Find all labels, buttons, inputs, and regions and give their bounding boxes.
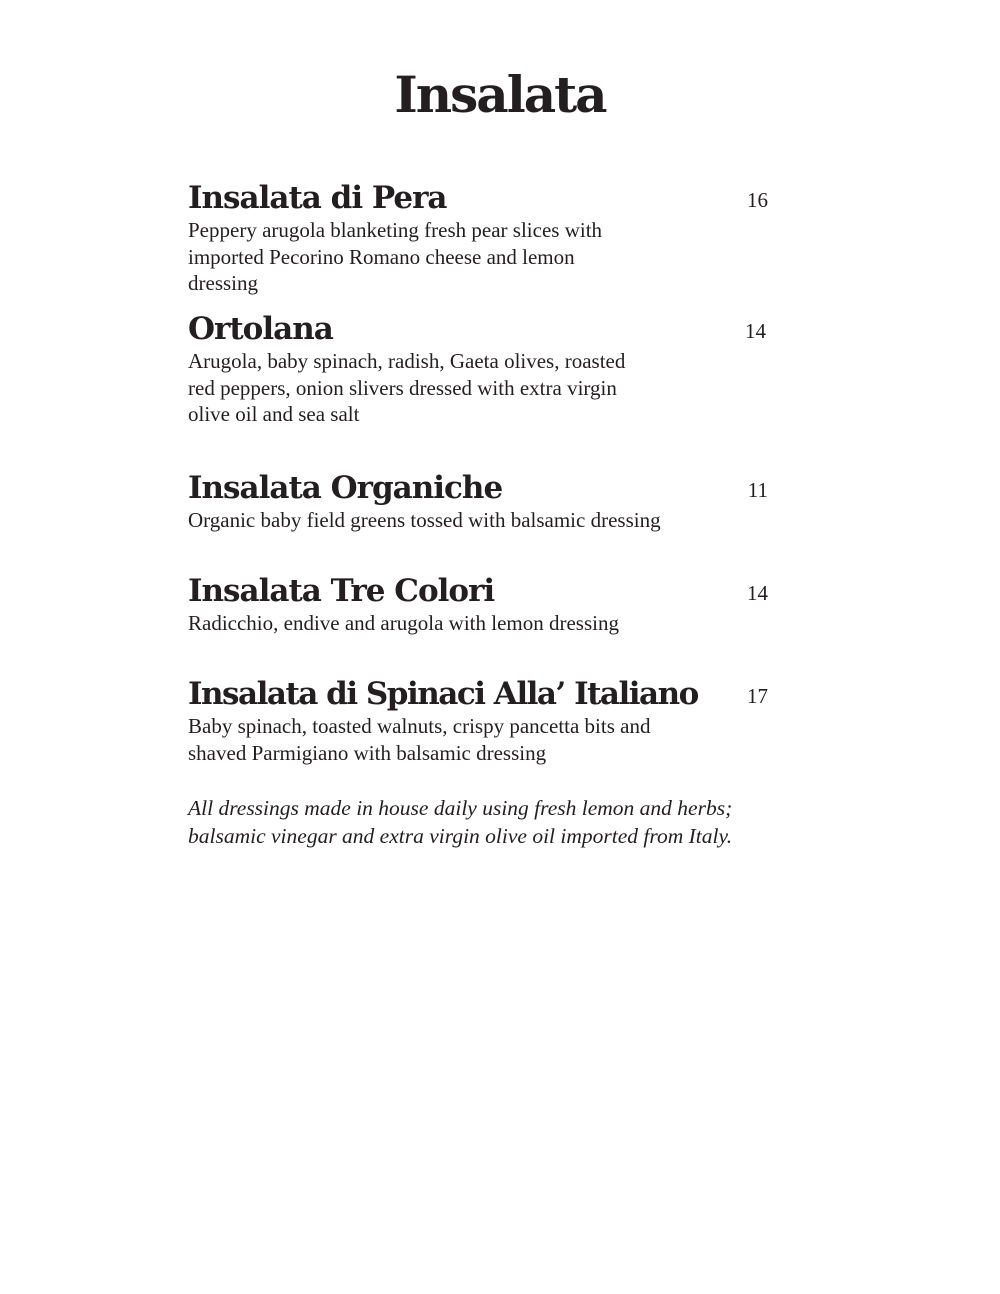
menu-item-name: Insalata Tre Colori — [188, 573, 495, 609]
menu-item-price: 11 — [747, 478, 768, 502]
menu-item-description: Baby spinach, toasted walnuts, crispy pancetta bits and shaved Parmigiano with balsamic dressing — [188, 714, 651, 765]
menu-item-name: Ortolana — [188, 311, 333, 347]
menu-item-description: Radicchio, endive and arugola with lemon dressing — [188, 611, 619, 635]
menu-item-name: Insalata di Pera — [188, 180, 447, 216]
menu-item-name: Insalata Organiche — [188, 470, 503, 506]
menu-item-price: 16 — [747, 188, 768, 212]
menu-item-price: 14 — [745, 319, 766, 343]
menu-item-name: Insalata di Spinaci Alla’ Italiano — [188, 676, 698, 712]
menu-item-description: Peppery arugola blanketing fresh pear slices with imported Pecorino Romano cheese and lemon dressing — [188, 218, 603, 295]
page-title: Insalata — [394, 65, 606, 124]
menu-item-description: Organic baby field greens tossed with balsamic dressing — [188, 508, 661, 532]
dressing-note: All dressings made in house daily using fresh lemon and herbs; balsamic vinegar and extra virgin olive oil imported from Italy. — [188, 796, 733, 848]
menu-item-price: 14 — [747, 581, 768, 605]
menu-item-price: 17 — [747, 684, 768, 708]
menu-item-description: Arugola, baby spinach, radish, Gaeta olives, roasted red peppers, onion slivers dressed with extra virgin olive oil and sea salt — [188, 349, 626, 426]
